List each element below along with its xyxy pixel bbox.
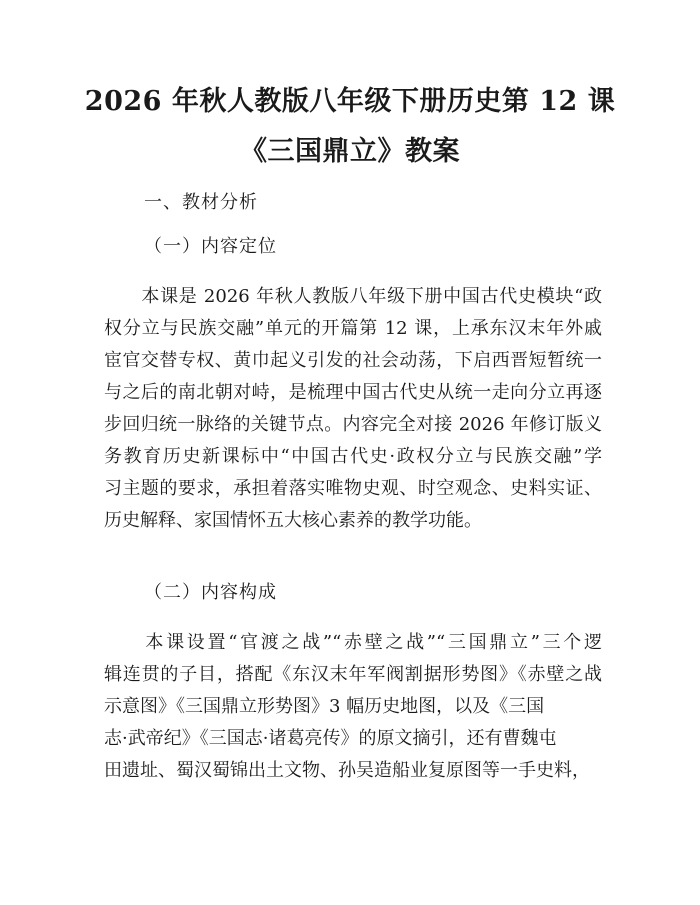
document-title-line-1: 2026 年秋人教版八年级下册历史第 12 课 xyxy=(84,86,616,117)
paragraph-line: 权分立与民族交融”单元的开篇第 12 课，上承东汉末年外戚 xyxy=(104,318,602,339)
paragraph-line: 习主题的要求，承担着落实唯物史观、时空观念、史料实证、 xyxy=(104,478,602,499)
paragraph-line: 务教育历史新课标中“中国古代史·政权分立与民族交融”学 xyxy=(104,446,602,467)
paragraph-content-composition xyxy=(104,627,602,787)
document-title-line-2: 《三国鼎立》教案 xyxy=(240,136,460,167)
paragraph-line: 本课设置“官渡之战”“赤壁之战”“三国鼎立”三个逻 xyxy=(104,632,602,653)
subsection-heading-content-positioning: （一）内容定位 xyxy=(144,236,277,257)
paragraph-line: 志·武帝纪》《三国志·诸葛亮传》的原文摘引，还有曹魏屯 xyxy=(104,728,557,749)
paragraph-line: 本课是 2026 年秋人教版八年级下册中国古代史模块“政 xyxy=(104,286,602,307)
paragraph-line: 辑连贯的子目，搭配《东汉末年军阀割据形势图》《赤壁之战 xyxy=(104,664,602,685)
subsection-heading-content-composition: （二）内容构成 xyxy=(144,582,277,603)
paragraph-line: 历史解释、家国情怀五大核心素养的教学功能。 xyxy=(104,510,482,531)
section-heading-textbook-analysis: 一、教材分析 xyxy=(144,192,258,213)
paragraph-line: 步回归统一脉络的关键节点。内容完全对接 2026 年修订版义 xyxy=(104,414,602,435)
paragraph-content-positioning xyxy=(104,281,602,537)
paragraph-line: 田遗址、蜀汉蜀锦出土文物、孙吴造船业复原图等一手史料， xyxy=(104,760,590,781)
paragraph-line: 宦官交替专权、黄巾起义引发的社会动荡，下启西晋短暂统一 xyxy=(104,350,602,371)
paragraph-line: 示意图》《三国鼎立形势图》3 幅历史地图，以及《三国 xyxy=(104,696,545,717)
paragraph-line: 与之后的南北朝对峙，是梳理中国古代史从统一走向分立再逐 xyxy=(104,382,602,403)
